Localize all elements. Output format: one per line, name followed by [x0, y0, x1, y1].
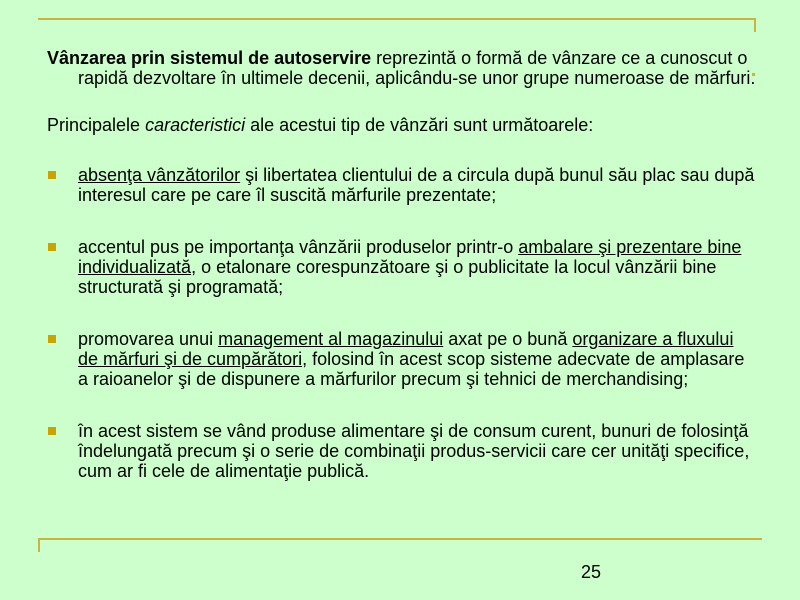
bullet-item — [47, 237, 757, 297]
lead-after: ale acestui tip de vânzări sunt următoarele: — [245, 115, 594, 135]
bullet-text: , folosind în acest scop sisteme adecvate de amplasare a raioanelor şi de dispunere a mărfurilor precum şi tehnici de merchandising; — [78, 349, 745, 389]
bullet-underlined-term: management al magazinului — [218, 329, 444, 349]
square-bullet-icon — [48, 243, 56, 251]
bullet-item — [47, 165, 757, 205]
bullet-text: în acest sistem se vând produse alimentare şi de consum curent, bunuri de folosinţă îndelungată precum şi o serie de combinaţii produs-servicii care cer unităţi specifice, cum ar fi cele de alimentaţie publică. — [78, 421, 750, 481]
bullet-text: şi libertatea clientului de a circula după bunul său plac sau după interesul care pe care îl suscită mărfurile prezentate; — [78, 165, 755, 205]
top-rule-tick — [754, 18, 756, 32]
lead-emphasis: caracteristici — [145, 115, 246, 135]
bullet-item — [47, 421, 757, 481]
top-rule — [38, 18, 756, 20]
bullet-item — [47, 329, 757, 389]
intro-paragraph — [47, 48, 757, 88]
bullet-underlined-term: ambalare şi prezentare bine individualizată — [78, 237, 742, 277]
bullet-text: , o etalonare corespunzătoare şi o publicitate la locul vânzării bine structurată şi programată; — [78, 257, 717, 297]
page-number: 25 — [581, 562, 602, 582]
slide-content — [47, 48, 757, 481]
bottom-rule-tick — [38, 538, 40, 552]
bullet-list — [47, 165, 757, 481]
lead-paragraph — [47, 115, 757, 135]
square-bullet-icon — [48, 427, 56, 435]
intro-text: reprezintă o formă de vânzare ce a cunoscut o rapidă dezvoltare în ultimele decenii, aplicându-se unor grupe numeroase de mărfuri. — [78, 48, 756, 88]
bullet-underlined-term: organizare a fluxului de mărfuri şi de cumpărători — [78, 329, 734, 369]
bullet-text: axat pe o bună — [443, 329, 573, 349]
square-bullet-icon — [48, 171, 56, 179]
intro-bold-term: Vânzarea prin sistemul de autoservire — [47, 48, 372, 68]
square-bullet-icon — [48, 335, 56, 343]
bullet-text: accentul pus pe importanţa vânzării produselor printr-o — [78, 237, 519, 257]
bullet-underlined-term: absenţa vânzătorilor — [78, 165, 241, 185]
bottom-rule — [38, 538, 762, 540]
lead-before: Principalele — [47, 115, 146, 135]
bullet-text: promovarea unui — [78, 329, 219, 349]
